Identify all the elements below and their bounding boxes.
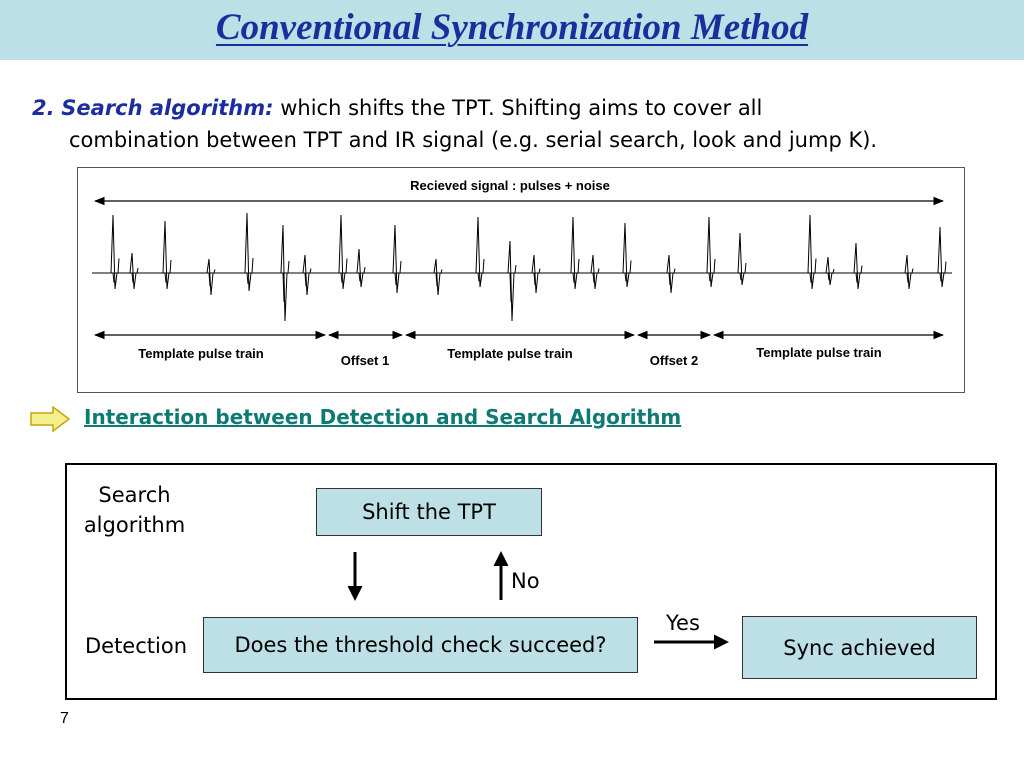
segment-label-tpt-1: Template pulse train — [138, 346, 264, 361]
interaction-heading: Interaction between Detection and Search Algorithm — [84, 405, 682, 429]
segment-label-offset-1: Offset 1 — [340, 353, 390, 368]
bullet-point — [32, 92, 992, 156]
signal-pulse — [532, 255, 538, 293]
segment-label-tpt-2: Template pulse train — [447, 346, 573, 361]
sync-achieved-box: Sync achieved — [742, 616, 977, 679]
bullet-text-1: which shifts the TPT. Shifting aims to cover all — [273, 96, 763, 120]
signal-pulse — [591, 255, 597, 289]
bullet-number: 2. — [32, 96, 55, 120]
segment-label-tpt-3: Template pulse train — [756, 345, 882, 360]
pulse-group — [111, 213, 946, 321]
bullet-line-1 — [32, 92, 992, 124]
right-arrow-icon — [30, 406, 72, 432]
threshold-check-box: Does the threshold check succeed? — [203, 617, 638, 673]
signal-pulse — [905, 255, 911, 289]
search-algorithm-label: Search algorithm — [83, 483, 186, 537]
detection-label: Detection — [84, 634, 188, 658]
received-signal-label: Recieved signal : pulses + noise — [410, 178, 610, 193]
signal-pulse — [508, 241, 514, 321]
signal-pulse — [476, 217, 482, 287]
signal-pulse — [826, 257, 832, 285]
signal-pulse — [303, 255, 309, 295]
signal-pulse — [130, 253, 136, 289]
signal-pulse — [207, 259, 213, 295]
bullet-term: Search algorithm: — [61, 96, 274, 120]
no-label: No — [511, 569, 540, 593]
bullet-line-2: combination between TPT and IR signal (e.g. serial search, look and jump K). — [69, 128, 878, 152]
signal-pulse — [434, 259, 440, 295]
shift-tpt-box: Shift the TPT — [316, 488, 542, 536]
slide-title: Conventional Synchronization Method — [215, 7, 809, 48]
signal-pulse — [707, 217, 713, 287]
segment-label-offset-2: Offset 2 — [649, 353, 699, 368]
signal-pulse — [667, 255, 673, 293]
page-number: 7 — [60, 710, 69, 727]
yes-label: Yes — [666, 611, 700, 635]
signal-figure — [77, 167, 965, 393]
